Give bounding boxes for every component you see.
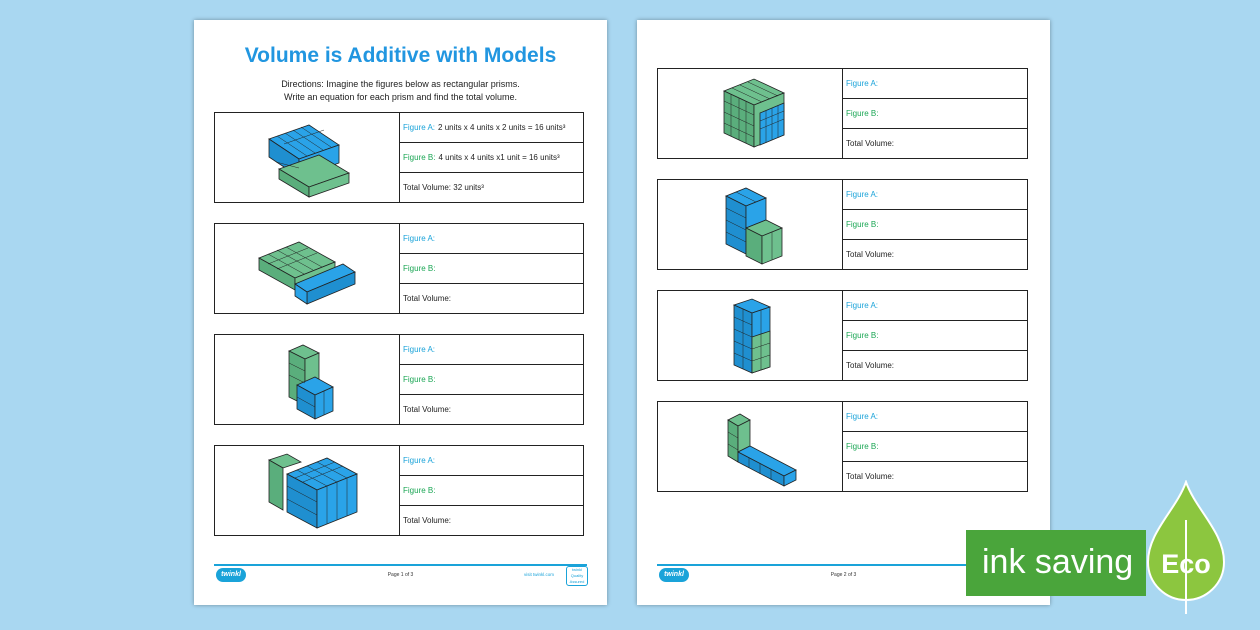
figure-a-label: Figure A: bbox=[403, 123, 436, 132]
total-volume-answer: Total Volume: 32 units³ bbox=[403, 183, 484, 192]
figure-a-row[interactable] bbox=[400, 335, 583, 365]
page-number: Page 1 of 3 bbox=[387, 572, 414, 578]
cube-model-illustration bbox=[247, 339, 367, 421]
answer-rows bbox=[843, 291, 1027, 380]
figure-a-row[interactable] bbox=[400, 224, 583, 254]
problem-card bbox=[214, 334, 584, 425]
figure-a-row[interactable] bbox=[843, 69, 1027, 99]
footer-divider bbox=[214, 564, 587, 566]
total-volume-label: Total Volume: bbox=[846, 139, 895, 148]
cube-figure bbox=[658, 180, 843, 269]
figure-b-label: Figure B: bbox=[403, 153, 436, 162]
figure-b-label: Figure B: bbox=[403, 264, 436, 273]
figure-a-row[interactable] bbox=[400, 446, 583, 476]
cube-model-illustration bbox=[247, 450, 367, 532]
total-volume-row[interactable] bbox=[400, 506, 583, 535]
cube-figure bbox=[658, 69, 843, 158]
answer-rows bbox=[843, 69, 1027, 158]
figure-b-label: Figure B: bbox=[846, 220, 879, 229]
directions-line-1: Directions: Imagine the figures below as rectangular prisms. bbox=[281, 79, 520, 89]
eco-badge-text: Eco bbox=[1161, 549, 1211, 579]
figure-a-row[interactable] bbox=[843, 180, 1027, 210]
total-volume-row[interactable] bbox=[400, 395, 583, 424]
problem-card bbox=[657, 290, 1028, 381]
figure-a-label: Figure A: bbox=[846, 190, 879, 199]
cube-figure bbox=[658, 291, 843, 380]
problem-card-example bbox=[214, 112, 584, 203]
directions-line-2: Write an equation for each prism and find the total volume. bbox=[284, 92, 517, 102]
figure-b-row[interactable] bbox=[843, 99, 1027, 129]
cube-model-illustration bbox=[690, 406, 810, 488]
cube-figure bbox=[215, 224, 400, 313]
worksheet-page-2 bbox=[637, 20, 1050, 605]
total-volume-row bbox=[400, 173, 583, 202]
total-volume-row[interactable] bbox=[400, 284, 583, 313]
cube-figure bbox=[215, 335, 400, 424]
problem-card bbox=[214, 445, 584, 536]
cube-model-illustration bbox=[690, 184, 810, 266]
figure-b-row[interactable] bbox=[400, 476, 583, 506]
figure-a-label: Figure A: bbox=[846, 79, 879, 88]
cube-model-illustration bbox=[690, 73, 810, 155]
figure-a-answer: 2 units x 4 units x 2 units = 16 units³ bbox=[438, 123, 566, 132]
problem-card bbox=[657, 179, 1028, 270]
figure-b-label: Figure B: bbox=[403, 486, 436, 495]
directions bbox=[194, 78, 607, 104]
total-volume-label: Total Volume: bbox=[403, 294, 452, 303]
cube-figure bbox=[658, 402, 843, 491]
total-volume-label: Total Volume: bbox=[846, 472, 895, 481]
cube-figure bbox=[215, 446, 400, 535]
figure-b-row[interactable] bbox=[400, 365, 583, 395]
figure-b-label: Figure B: bbox=[403, 375, 436, 384]
figure-b-label: Figure B: bbox=[846, 331, 879, 340]
total-volume-label: Total Volume: bbox=[403, 516, 452, 525]
answer-rows bbox=[400, 224, 583, 313]
figure-b-row[interactable] bbox=[843, 432, 1027, 462]
figure-a-label: Figure A: bbox=[846, 301, 879, 310]
figure-a-row[interactable] bbox=[843, 402, 1027, 432]
cube-model-illustration bbox=[247, 228, 367, 310]
answer-rows bbox=[400, 446, 583, 535]
visit-link[interactable]: visit twinkl.com bbox=[524, 572, 555, 577]
figure-a-label: Figure A: bbox=[403, 345, 436, 354]
figure-b-answer: 4 units x 4 units x1 unit = 16 units³ bbox=[438, 153, 560, 162]
figure-b-label: Figure B: bbox=[846, 109, 879, 118]
figure-a-row bbox=[400, 113, 583, 143]
total-volume-label: Total Volume: bbox=[846, 250, 895, 259]
twinkl-logo: twinkl bbox=[216, 568, 246, 582]
cube-figure bbox=[215, 113, 400, 202]
total-volume-row[interactable] bbox=[843, 129, 1027, 158]
cube-model-illustration bbox=[690, 295, 810, 377]
page-number: Page 2 of 3 bbox=[830, 572, 857, 578]
twinkl-logo: twinkl bbox=[659, 568, 689, 582]
worksheet-page-1 bbox=[194, 20, 607, 605]
figure-b-row bbox=[400, 143, 583, 173]
ink-saving-text: ink saving bbox=[982, 543, 1134, 581]
eco-leaf-icon bbox=[1138, 480, 1238, 615]
total-volume-row[interactable] bbox=[843, 240, 1027, 269]
problem-card bbox=[214, 223, 584, 314]
answer-rows bbox=[400, 113, 583, 202]
answer-rows bbox=[843, 180, 1027, 269]
problem-card bbox=[657, 68, 1028, 159]
figure-b-row[interactable] bbox=[843, 210, 1027, 240]
page-title: Volume is Additive with Models bbox=[244, 44, 557, 67]
quality-badge: twinkl Quality Assured bbox=[566, 566, 588, 586]
answer-rows bbox=[843, 402, 1027, 491]
figure-a-label: Figure A: bbox=[403, 456, 436, 465]
figure-b-row[interactable] bbox=[843, 321, 1027, 351]
total-volume-row[interactable] bbox=[843, 351, 1027, 380]
total-volume-label: Total Volume: bbox=[403, 405, 452, 414]
figure-b-label: Figure B: bbox=[846, 442, 879, 451]
total-volume-label: Total Volume: bbox=[846, 361, 895, 370]
problem-card bbox=[657, 401, 1028, 492]
figure-a-label: Figure A: bbox=[846, 412, 879, 421]
answer-rows bbox=[400, 335, 583, 424]
cube-model-illustration bbox=[247, 117, 367, 199]
figure-b-row[interactable] bbox=[400, 254, 583, 284]
figure-a-label: Figure A: bbox=[403, 234, 436, 243]
figure-a-row[interactable] bbox=[843, 291, 1027, 321]
total-volume-row[interactable] bbox=[843, 462, 1027, 491]
